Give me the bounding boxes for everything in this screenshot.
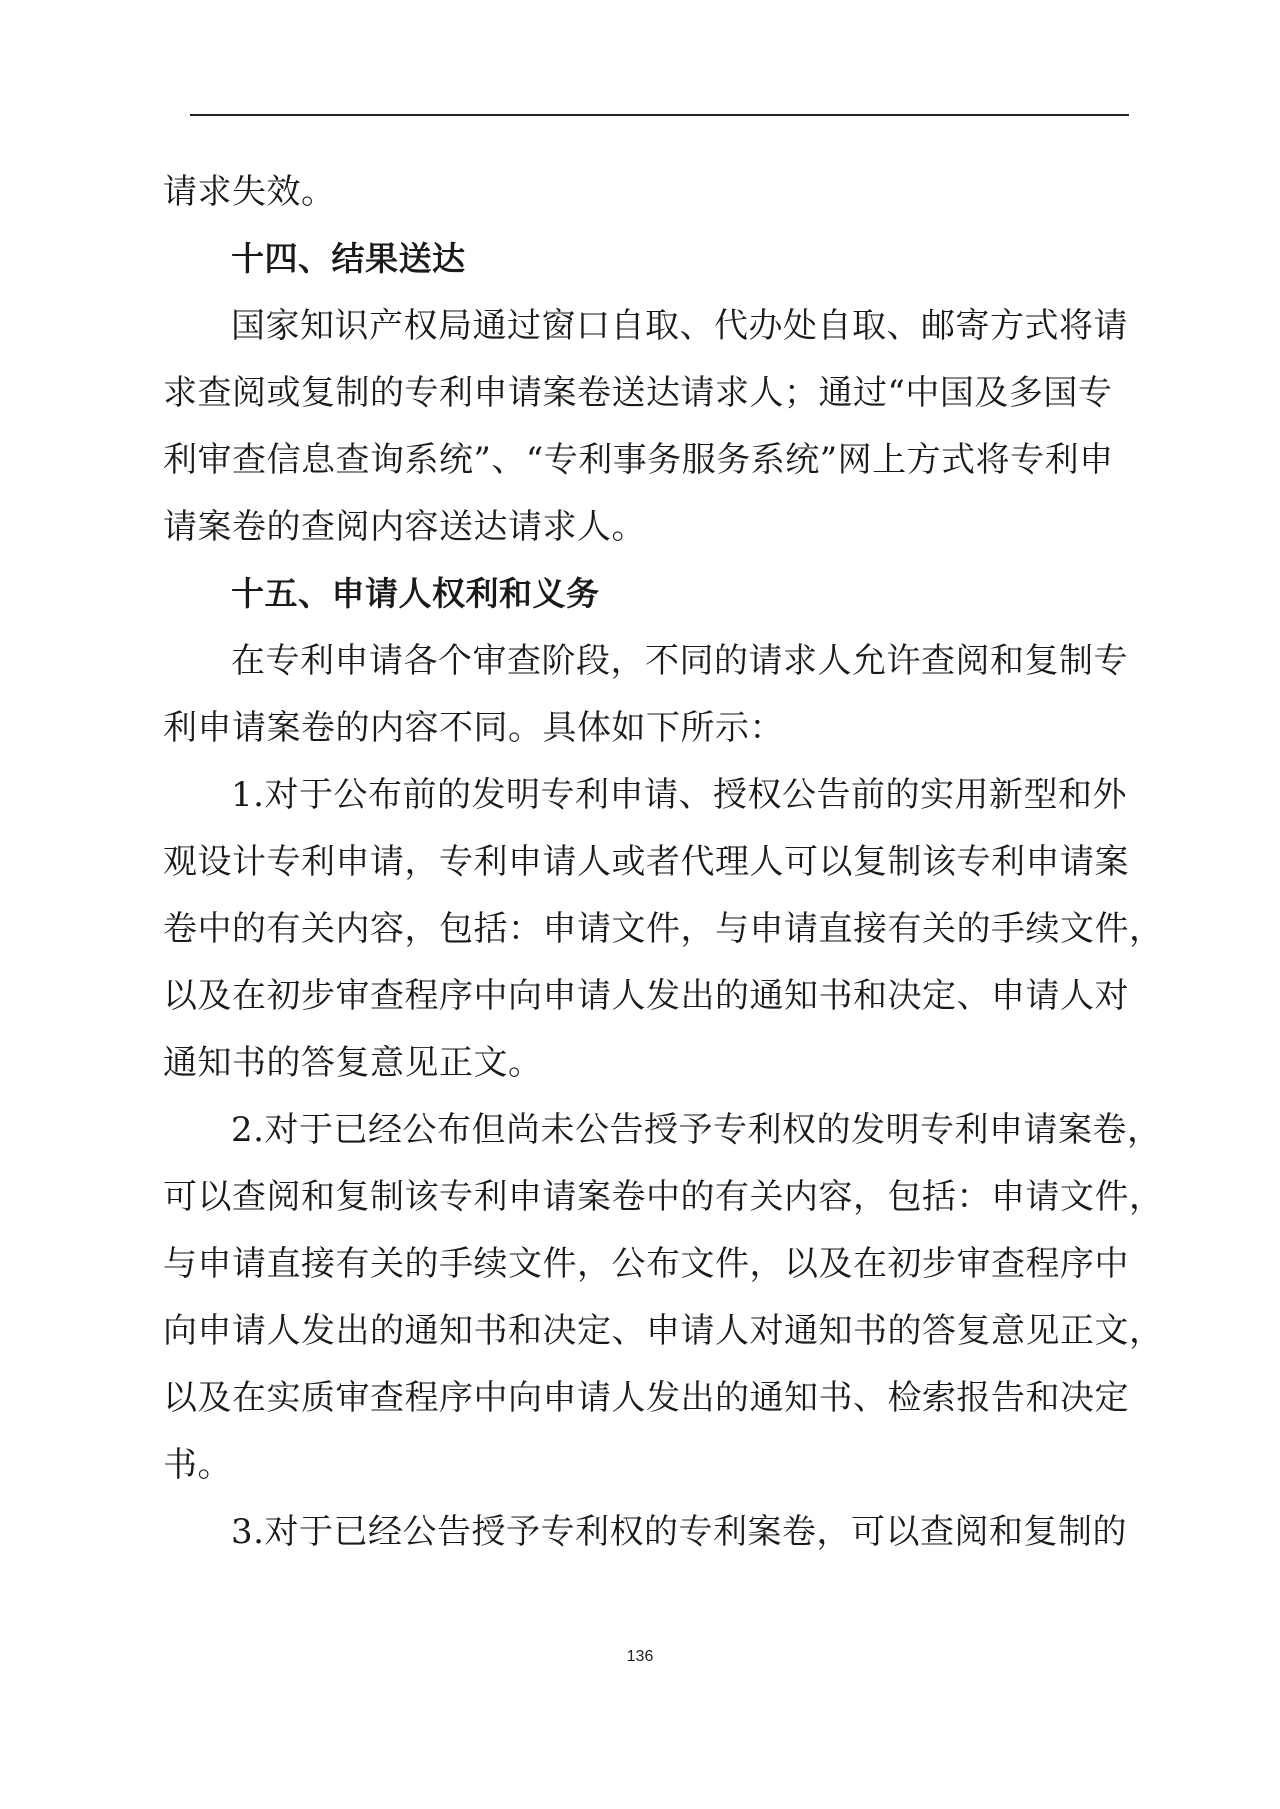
header-rule: [190, 114, 1129, 116]
text-line: 可以查阅和复制该专利申请案卷中的有关内容，包括：申请文件，: [163, 1177, 1164, 1217]
text-line: 利申请案卷的内容不同。具体如下所示：: [163, 708, 784, 748]
section-heading-14: 十四、结果送达: [231, 239, 466, 278]
text-line: 以及在初步审查程序中向申请人发出的通知书和决定、申请人对: [163, 976, 1129, 1016]
text-line: 卷中的有关内容，包括：申请文件，与申请直接有关的手续文件，: [163, 909, 1164, 949]
text-line: 国家知识产权局通过窗口自取、代办处自取、邮寄方式将请: [231, 306, 1128, 346]
text-line: 书。: [163, 1445, 232, 1485]
text-line: 向申请人发出的通知书和决定、申请人对通知书的答复意见正文，: [163, 1311, 1164, 1351]
text-line: 1.对于公布前的发明专利申请、授权公告前的实用新型和外: [231, 775, 1127, 815]
text-line: 在专利申请各个审查阶段，不同的请求人允许查阅和复制专: [231, 641, 1128, 681]
text-line: 3.对于已经公告授予专利权的专利案卷，可以查阅和复制的: [231, 1512, 1127, 1552]
text-line: 2.对于已经公布但尚未公告授予专利权的发明专利申请案卷，: [231, 1110, 1162, 1150]
text-line: 利审查信息查询系统”、“专利事务服务系统”网上方式将专利申: [163, 440, 1114, 480]
text-line: 请求失效。: [163, 172, 336, 212]
text-line: 观设计专利申请，专利申请人或者代理人可以复制该专利申请案: [163, 842, 1129, 882]
text-line: 求查阅或复制的专利申请案卷送达请求人；通过“中国及多国专: [163, 373, 1113, 413]
page-number: 136: [626, 1648, 654, 1665]
section-heading-15: 十五、申请人权利和义务: [231, 574, 600, 613]
text-line: 与申请直接有关的手续文件，公布文件，以及在初步审查程序中: [163, 1244, 1129, 1284]
text-line: 以及在实质审查程序中向申请人发出的通知书、检索报告和决定: [163, 1378, 1129, 1418]
text-line: 请案卷的查阅内容送达请求人。: [163, 507, 646, 547]
text-line: 通知书的答复意见正文。: [163, 1043, 543, 1083]
